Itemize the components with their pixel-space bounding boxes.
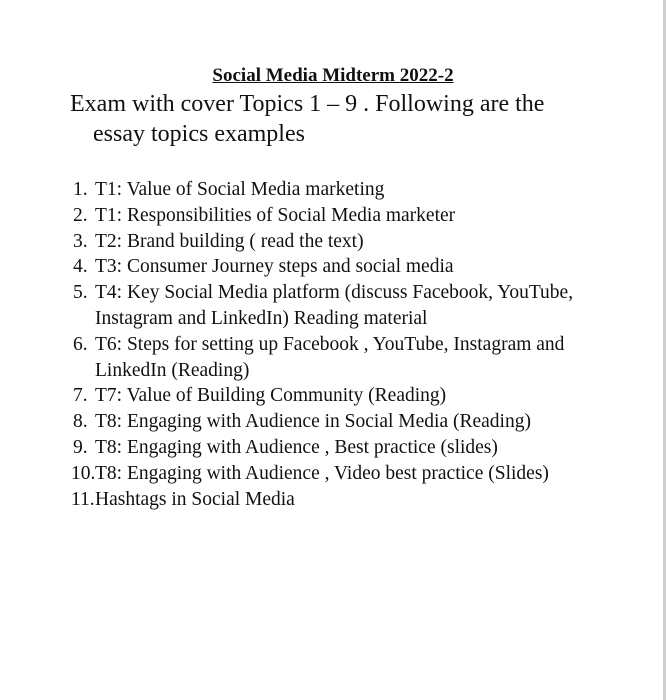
topic-number: 1. xyxy=(73,179,88,200)
topic-text: T8: Engaging with Audience in Social Media (Reading) xyxy=(95,411,531,433)
topic-item xyxy=(73,177,633,203)
topic-number: 8. xyxy=(73,411,88,433)
topic-text: T4: Key Social Media platform (discuss Facebook, YouTube, Instagram and LinkedIn) Reading material xyxy=(95,282,574,329)
topic-text: Hashtags in Social Media xyxy=(95,488,295,510)
intro-line-1: Exam with cover Topics 1 – 9 . Following are the xyxy=(70,91,545,117)
topic-number: 6. xyxy=(73,333,88,355)
topic-item xyxy=(73,203,633,229)
topic-number: 2. xyxy=(73,204,88,226)
topic-item xyxy=(73,383,633,409)
topic-number: 7. xyxy=(73,385,88,407)
topic-number: 3. xyxy=(73,230,88,252)
topic-item xyxy=(73,435,633,461)
topic-text: T7: Value of Building Community (Reading) xyxy=(95,385,447,407)
intro-line-2: essay topics examples xyxy=(93,121,305,147)
topic-number: 4. xyxy=(73,256,88,278)
topic-text: T1: Responsibilities of Social Media marketer xyxy=(95,204,456,226)
topic-number: 11. xyxy=(71,488,95,510)
topic-number: 9. xyxy=(73,436,88,458)
topic-item xyxy=(73,229,633,255)
topic-text: T8: Engaging with Audience , Best practice (slides) xyxy=(95,436,498,458)
topic-item xyxy=(73,409,633,435)
intro-paragraph xyxy=(70,89,630,149)
topic-item xyxy=(73,461,633,487)
topic-item xyxy=(73,254,633,280)
topic-item xyxy=(73,487,633,513)
topic-number: 10. xyxy=(71,462,96,484)
topic-text: T3: Consumer Journey steps and social media xyxy=(95,256,454,278)
topic-text: T8: Engaging with Audience , Video best practice (Slides) xyxy=(95,462,549,484)
topic-text: T6: Steps for setting up Facebook , YouTube, Instagram and LinkedIn (Reading) xyxy=(95,333,565,381)
topic-list xyxy=(73,177,633,512)
topic-text: T2: Brand building ( read the text) xyxy=(95,230,364,252)
topic-item xyxy=(73,280,633,332)
topic-text: T1: Value of Social Media marketing xyxy=(95,179,385,200)
topic-number: 5. xyxy=(73,282,88,304)
document-title: Social Media Midterm 2022-2 xyxy=(212,65,454,86)
topic-item xyxy=(73,332,633,384)
